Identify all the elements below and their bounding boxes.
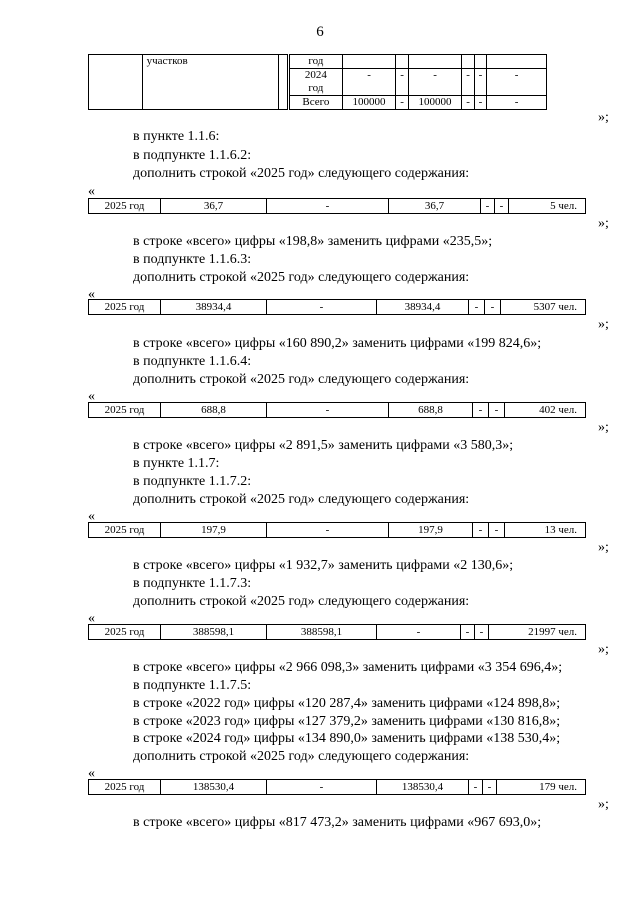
table-cell: - [462,69,474,96]
closing-quote: »; [598,420,609,435]
table-cell: 197,9 [161,523,267,538]
table-cell: - [495,199,509,214]
year-cell: год [289,55,343,69]
table-cell: 36,7 [389,199,481,214]
year-cell: 2025 год [89,403,161,418]
table-cell: - [473,523,489,538]
paragraph-line: в строке «2024 год» цифры «134 890,0» заменить цифрами «138 530,4»; [133,731,561,746]
paragraph-line: в подпункте 1.1.6.4: [133,354,252,369]
paragraph-line: в пункте 1.1.6: [133,129,220,144]
table-cell: - [342,69,396,96]
paragraph-line: дополнить строкой «2025 год» следующего содержания: [133,372,470,387]
table-row [89,403,586,418]
table-cell: - [487,96,547,110]
paragraph-line: в строке «2022 год» цифры «120 287,4» заменить цифрами «124 898,8»; [133,696,561,711]
people-cell: 179 чел. [497,780,586,795]
year-cell: 2025 год [89,300,161,315]
opening-quote: « [88,509,95,524]
paragraph-line: в строке «всего» цифры «1 932,7» заменить цифрами «2 130,6»; [133,558,514,573]
table-cell: - [267,199,389,214]
table-cell: - [267,300,377,315]
table-cell: 688,8 [161,403,267,418]
opening-quote: « [88,287,95,302]
closing-quote: »; [598,216,609,231]
table-cell: 38934,4 [161,300,267,315]
table-cell: 388598,1 [161,625,267,640]
table-row [89,55,547,69]
table-cell: - [473,403,489,418]
closing-quote: »; [598,317,609,332]
closing-quote: »; [598,540,609,555]
paragraph-line: дополнить строкой «2025 год» следующего содержания: [133,492,470,507]
year-cell: Всего [289,96,343,110]
table-cell: - [481,199,495,214]
closing-quote: »; [598,110,609,125]
year-cell: 2024 год [289,69,343,96]
table-cell: 38934,4 [377,300,469,315]
people-cell: 13 чел. [505,523,586,538]
table-cell [408,55,462,69]
opening-quote: « [88,389,95,404]
opening-quote: « [88,611,95,626]
opening-quote: « [88,184,95,199]
table-cell: 688,8 [389,403,473,418]
table-cell [487,55,547,69]
people-cell: 5307 чел. [501,300,586,315]
opening-quote: « [88,766,95,781]
row-2025-table [88,624,586,640]
table-cell: - [267,403,389,418]
paragraph-line: дополнить строкой «2025 год» следующего содержания: [133,749,470,764]
table-row [89,625,586,640]
table-cell: - [462,96,474,110]
paragraph-line: дополнить строкой «2025 год» следующего содержания: [133,166,470,181]
table-row [89,199,586,214]
table-cell: - [483,780,497,795]
paragraph-line: дополнить строкой «2025 год» следующего содержания: [133,270,470,285]
table-cell [396,55,408,69]
table-cell: 138530,4 [377,780,469,795]
table-cell: - [474,69,486,96]
table-cell: - [475,625,489,640]
year-cell: 2025 год [89,780,161,795]
table-cell: - [461,625,475,640]
table-row [89,780,586,795]
table-cell: 36,7 [161,199,267,214]
paragraph-line: в подпункте 1.1.7.5: [133,678,252,693]
table-cell: - [487,69,547,96]
page-number: 6 [316,24,324,40]
row-2025-table [88,198,586,214]
table-row [89,523,586,538]
continuation-table [88,54,547,110]
table-cell: - [469,780,483,795]
row-2025-table [88,299,586,315]
table-cell: 138530,4 [161,780,267,795]
paragraph-line: в подпункте 1.1.6.2: [133,148,252,163]
table-cell: - [408,69,462,96]
paragraph-line: в строке «2023 год» цифры «127 379,2» заменить цифрами «130 816,8»; [133,714,561,729]
row-2025-table [88,522,586,538]
table-cell: - [267,523,389,538]
table-cell: - [396,96,408,110]
table-cell: - [469,300,485,315]
row-label: участков [142,55,278,110]
closing-quote: »; [598,797,609,812]
table-cell: - [474,96,486,110]
paragraph-line: в подпункте 1.1.7.2: [133,474,252,489]
table-cell: - [267,780,377,795]
year-cell: 2025 год [89,523,161,538]
table-cell: - [489,523,505,538]
table-cell: - [396,69,408,96]
table-cell [342,55,396,69]
paragraph-line: в подпункте 1.1.6.3: [133,252,252,267]
year-cell: 2025 год [89,199,161,214]
table-cell: 197,9 [389,523,473,538]
table-cell: - [485,300,501,315]
table-cell: - [489,403,505,418]
paragraph-line: в строке «всего» цифры «2 891,5» заменить цифрами «3 580,3»; [133,438,514,453]
paragraph-line: в строке «всего» цифры «160 890,2» заменить цифрами «199 824,6»; [133,336,542,351]
table-cell: 100000 [342,96,396,110]
table-cell: 388598,1 [267,625,377,640]
row-2025-table [88,402,586,418]
table-row [89,300,586,315]
paragraph-line: в строке «всего» цифры «198,8» заменить цифрами «235,5»; [133,234,493,249]
paragraph-line: в строке «всего» цифры «817 473,2» заменить цифрами «967 693,0»; [133,815,542,830]
row-2025-table [88,779,586,795]
closing-quote: »; [598,642,609,657]
people-cell: 21997 чел. [489,625,586,640]
table-cell [474,55,486,69]
people-cell: 5 чел. [509,199,586,214]
paragraph-line: дополнить строкой «2025 год» следующего содержания: [133,594,470,609]
people-cell: 402 чел. [505,403,586,418]
table-cell [462,55,474,69]
paragraph-line: в подпункте 1.1.7.3: [133,576,252,591]
paragraph-line: в пункте 1.1.7: [133,456,220,471]
table-cell: - [377,625,461,640]
table-cell: 100000 [408,96,462,110]
paragraph-line: в строке «всего» цифры «2 966 098,3» заменить цифрами «3 354 696,4»; [133,660,563,675]
year-cell: 2025 год [89,625,161,640]
